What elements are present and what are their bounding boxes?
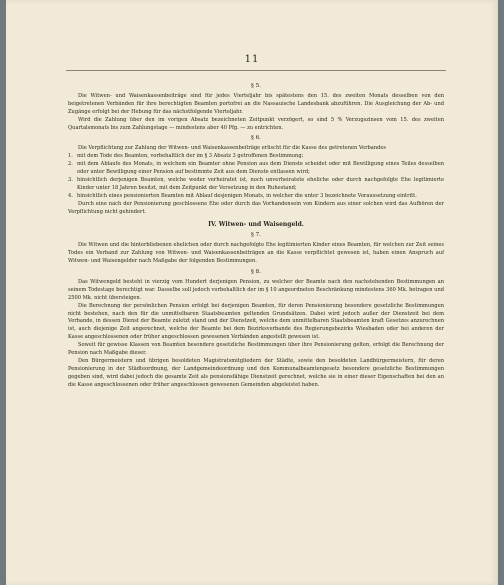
paragraph: Wird die Zahlung über den im vorigen Absatz bezeichneten Zeitpunkt verzögert, so sind 5 % Verzugszinsen vom 15. des zweiten Quartalsmonats bis zum Zahlungstage — mindestens aber 40 Pfg. — zu entrichten.	[68, 116, 444, 131]
paragraph: Soweit für gewisse Klassen von Beamten besondere gesetzliche Bestimmungen über ihre Pensionierung gelten, erfolgt die Berechnung der Pension nach Maßgabe dieser.	[68, 342, 444, 357]
list-item: 4. hinsichtlich eines pensionierten Beamten mit Ablauf desjenigen Monats, in welcher die unter 3 bezeichnete Voraussetzung eintritt.	[68, 192, 417, 199]
document-body	[68, 80, 444, 390]
paragraph: Durch eine nach der Pensionierung geschlossene Ehe oder durch das Vorhandensein von Kindern aus einer solchen wird das Aufhören der Verpflichtung nicht gehindert.	[68, 200, 444, 215]
list-item: 2. mit dem Ablaufe des Monats, in welchem ein Beamter ohne Pension aus dem Dienste scheidet oder mit Bewilligung eines Teiles desselben oder unter Bewilligung einer Pension auf bestimmte Zeit aus dem Dienste entlassen wird;	[68, 161, 444, 176]
paragraph: Die Witwen- und Waisenkassenbeiträge sind für jedes Vierteljahr bis spätestens den 15. des zweiten Monats desselben von den beigetretenen Verbänden für ihre berechtigten Beamten portofrei an die Nassauische Landesbank abzuführen. Die Ausgleichung der Ab- und Zugänge erfolgt bei der Hebung für das nächstfolgende Vierteljahr.	[68, 92, 444, 115]
section-heading-7: § 7.	[251, 232, 261, 239]
paragraph: Die Verpflichtung zur Zahlung der Witwen- und Waisenkassenbeiträge erlischt für die Kasse des getretenen Verbandes	[78, 145, 387, 152]
list-item: 1. mit dem Tode des Beamten, vorbehaltlich der im § 3 Absatz 3 getroffenen Bestimmung;	[68, 153, 304, 160]
conditions-list	[68, 153, 444, 200]
paragraph: Das Witwengeld besteht in vierzig vom Hundert derjenigen Pension, zu welcher der Beamte nach den nachstehenden Bestimmungen an seinem Todestage berechtigt war. Dasselbe soll jedoch vorbehaltlich der im § 10 angeordneten Beschränkung mindestens 360 Mk. betragen und 2500 Mk. nicht übersteigen.	[68, 278, 444, 301]
paragraph: Die Berechnung der persönlichen Pension erfolgt bei derjenigen Beamten, für deren Pensionierung besondere gesetzliche Bestimmungen nicht bestehen, nach den für die unmittelbaren Staatsbeamten geltenden Grundsätzen. Dabei wird jedoch außer der Dienstzeit bei dem Verbande, in dessen Dienst der Beamte zuletzt stand und der Dienstzeit, welche dem unmittelbaren Staatsbeamten kraft Gesetzes anzurechnen ist, auch diejenige Zeit angerechnet, welche der Beamte bei dem Bezirksverbande des Regierungsbezirks Wiesbaden oder bei anderen der Kasse angeschlossenen oder früher angeschlossen gewesenen Verbänden angestellt gewesen ist.	[68, 302, 444, 341]
section-heading-5: § 5.	[251, 83, 261, 89]
list-item: 3. hinsichtlich derjenigen Beamten, welche weder verheiratet ist, noch unverheiratete eheliche oder durch nachgefolgte Ehe legitimierte Kinder unter 18 Jahren besitzt, mit dem Zeitpunkt der Versetzung in den Ruhestand;	[68, 176, 444, 191]
section-heading-6: § 6.	[251, 135, 261, 142]
top-rule	[66, 70, 446, 71]
part-heading: IV. Witwen- und Waisengeld.	[208, 220, 304, 228]
section-heading-8: § 8.	[251, 269, 261, 276]
page-number: 11	[244, 54, 260, 65]
paragraph: Den Bürgermeistern und übrigen besoldeten Magistratsmitgliedern der Städte, sowie den besoldeten Landbürgermeistern, für deren Pensionierung in der Städteordnung, der Landgemeindeordnung und den Kommunalbeamtengesetz besondere gesetzliche Bestimmungen gegeben sind, wird dabei jedoch die gesamte Zeit als pensionsfähige Dienstzeit gerechnet, welche sie in einer dieser Eigenschaften bei den an die Kasse angeschlossenen oder früher angeschlossen gewesenen Gemeinden abgeleistet haben.	[68, 358, 444, 388]
paragraph: Die Witwen und die hinterbliebenen ehelichen oder durch nachgefolgte Ehe legitimierten Kinder eines Beamten, für welchen zur Zeit seines Todes ein Verband zur Zahlung von Witwen- und Waisenkassenbeiträgen an die Kasse verpflichtet gewesen ist, haben einen Anspruch auf Witwen- und Waisengelder nach Maßgabe der folgenden Bestimmungen.	[68, 242, 444, 265]
document-page	[6, 0, 498, 585]
